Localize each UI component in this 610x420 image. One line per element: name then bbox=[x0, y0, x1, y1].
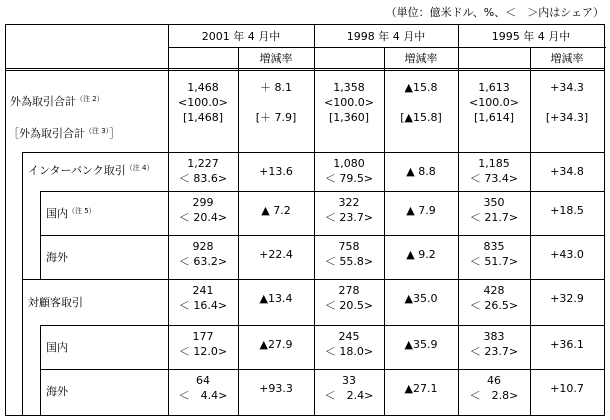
value-cell: 245 ＜ 18.0> bbox=[324, 330, 374, 358]
row-label-customer-domestic: 国内 bbox=[46, 341, 68, 354]
value-cell: 33 ＜ 2.4> bbox=[324, 374, 374, 402]
rate-cell: +93.3 bbox=[259, 382, 293, 395]
rate-cell: +36.1 bbox=[550, 338, 584, 351]
indent-rule bbox=[40, 325, 41, 415]
rate-cell: ▲35.9 bbox=[404, 338, 438, 351]
rate-cell: ▲13.4 bbox=[259, 292, 293, 305]
unit-note: （単位：億米ドル、%、＜ ＞内はシェア） bbox=[385, 6, 604, 19]
rate-cell: +22.4 bbox=[259, 248, 293, 261]
value-cell: 278 ＜ 20.5> bbox=[324, 284, 374, 312]
row-label-customer-overseas: 海外 bbox=[46, 385, 68, 398]
value-cell: 928 ＜ 63.2> bbox=[178, 240, 228, 268]
value-cell: 1,185 ＜ 73.4> bbox=[469, 157, 519, 185]
row-label-total-adjusted: ［外為取引合計$^{(注 3)}$］ bbox=[8, 127, 121, 140]
value-cell: 1,358 <100.0> [1,360] bbox=[324, 81, 374, 124]
rate-header: 増減率 bbox=[259, 52, 293, 65]
rate-cell: +18.5 bbox=[550, 204, 584, 217]
value-cell: 322 ＜ 23.7> bbox=[324, 196, 374, 224]
value-cell: 299 ＜ 20.4> bbox=[178, 196, 228, 224]
footnote-mark: （注 5） bbox=[68, 207, 96, 215]
value-cell: 1,468 <100.0> [1,468] bbox=[178, 81, 228, 124]
rate-header: 増減率 bbox=[404, 52, 438, 65]
value-cell: 64 ＜ 4.4> bbox=[178, 374, 228, 402]
fx-turnover-table bbox=[5, 24, 605, 416]
value-cell: 241 ＜ 16.4> bbox=[178, 284, 228, 312]
value-cell: 428 ＜ 26.5> bbox=[469, 284, 519, 312]
rate-cell: +32.9 bbox=[550, 292, 584, 305]
row-divider bbox=[22, 279, 604, 280]
row-divider bbox=[22, 152, 604, 153]
row-label-interbank-overseas: 海外 bbox=[46, 251, 68, 264]
value-cell: 758 ＜ 55.8> bbox=[324, 240, 374, 268]
rate-cell: ▲ 7.2 bbox=[261, 204, 291, 217]
row-label-total: 外為取引合計$^{(注 2)}$ bbox=[10, 95, 104, 108]
rate-cell: +43.0 bbox=[550, 248, 584, 261]
header-bottom-rule bbox=[6, 68, 604, 71]
header-divider bbox=[168, 47, 606, 48]
period-header: 1998 年 4 月中 bbox=[346, 30, 426, 43]
value-cell: 1,080 ＜ 79.5> bbox=[324, 157, 374, 185]
rate-cell: ▲35.0 bbox=[404, 292, 438, 305]
value-cell: 177 ＜ 12.0> bbox=[178, 330, 228, 358]
value-cell: 46 ＜ 2.8> bbox=[469, 374, 519, 402]
rate-cell: ▲ 8.8 bbox=[406, 165, 436, 178]
row-label-interbank-domestic: 国内$^{(注 5)}$ bbox=[46, 207, 96, 220]
rate-cell: +34.3 [+34.3] bbox=[545, 81, 589, 124]
value-cell: 350 ＜ 21.7> bbox=[469, 196, 519, 224]
row-divider bbox=[40, 369, 604, 370]
value-cell: 1,613 <100.0> [1,614] bbox=[469, 81, 519, 124]
period-header: 2001 年 4 月中 bbox=[201, 30, 281, 43]
rate-cell: ▲27.9 bbox=[259, 338, 293, 351]
rate-cell: ＋ 8.1 [＋ 7.9] bbox=[255, 81, 297, 124]
row-divider bbox=[40, 325, 604, 326]
row-divider bbox=[40, 191, 604, 192]
footnote-mark: （注 2） bbox=[76, 95, 104, 103]
indent-rule bbox=[40, 191, 41, 279]
rate-cell: ▲15.8 [▲15.8] bbox=[400, 81, 442, 124]
value-cell: 383 ＜ 23.7> bbox=[469, 330, 519, 358]
indent-rule bbox=[22, 152, 23, 415]
row-divider bbox=[40, 235, 604, 236]
rate-cell: +13.6 bbox=[259, 165, 293, 178]
value-cell: 835 ＜ 51.7> bbox=[469, 240, 519, 268]
rate-cell: +10.7 bbox=[550, 382, 584, 395]
rate-header: 増減率 bbox=[550, 52, 584, 65]
row-label-interbank: インターバンク取引$^{(注 4)}$ bbox=[28, 164, 154, 177]
footnote-mark: （注 3） bbox=[85, 127, 110, 135]
rate-cell: ▲ 9.2 bbox=[406, 248, 436, 261]
rate-cell: +34.8 bbox=[550, 165, 584, 178]
row-label-customer: 対顧客取引 bbox=[28, 296, 83, 309]
value-cell: 1,227 ＜ 83.6> bbox=[178, 157, 228, 185]
period-header: 1995 年 4 月中 bbox=[491, 30, 571, 43]
rate-cell: ▲ 7.9 bbox=[406, 204, 436, 217]
footnote-mark: （注 4） bbox=[125, 164, 154, 172]
rate-cell: ▲27.1 bbox=[404, 382, 438, 395]
